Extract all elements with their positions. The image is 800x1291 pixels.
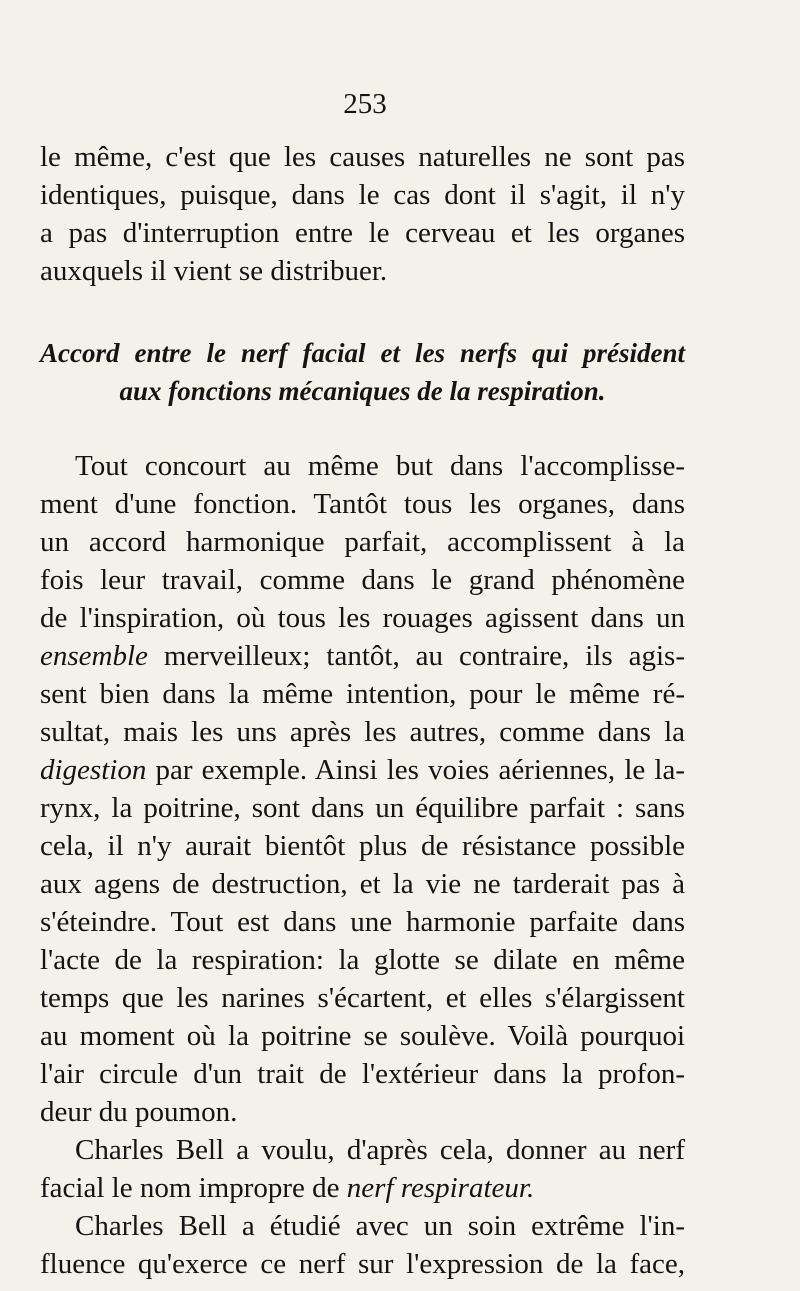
line-text: a pas d'interruption entre le cerveau et les organes [40, 217, 685, 249]
line-text: Charles Bell a voulu, d'après cela, donner au nerf [75, 1134, 685, 1166]
text-line [40, 865, 685, 903]
text-line [40, 751, 685, 789]
italic-term: nerf respirateur. [346, 1172, 535, 1204]
line-text: rynx, la poitrine, sont dans un équilibre parfait : sans [40, 792, 685, 824]
text-line [40, 561, 685, 599]
line-text: facial le nom impropre de [40, 1172, 340, 1204]
section-heading-line [40, 372, 685, 410]
text-line [40, 599, 685, 637]
line-text: fluence qu'exerce ce nerf sur l'expression de la face, [40, 1248, 685, 1280]
italic-term: ensemble [40, 640, 148, 672]
text-line [75, 1131, 685, 1169]
text-line [40, 827, 685, 865]
text-line [40, 941, 685, 979]
line-text: ment d'une fonction. Tantôt tous les organes, dans [40, 488, 685, 520]
line-text: l'air circule d'un trait de l'extérieur dans la profon- [40, 1058, 685, 1090]
text-line [40, 903, 685, 941]
text-line [40, 675, 685, 713]
text-line [40, 637, 685, 675]
heading-text: Accord entre le nerf facial et les nerfs qui président [40, 338, 685, 368]
line-text: temps que les narines s'écartent, et elles s'élargissent [40, 982, 685, 1014]
line-text: deur du poumon. [40, 1096, 238, 1128]
text-line [40, 979, 685, 1017]
text-line [40, 1245, 685, 1283]
line-text: le même, c'est que les causes naturelles ne sont pas [40, 141, 685, 173]
line-text: Tout concourt au même but dans l'accomplisse- [75, 450, 685, 482]
line-text: au moment où la poitrine se soulève. Voilà pourquoi [40, 1020, 685, 1052]
section-heading-line [40, 334, 685, 372]
line-text: par exemple. Ainsi les voies aériennes, le la- [155, 754, 685, 786]
text-line [40, 789, 685, 827]
text-line [40, 1055, 685, 1093]
text-line [40, 214, 685, 252]
text-line [75, 447, 685, 485]
text-line [40, 138, 685, 176]
line-text: un accord harmonique parfait, accomplissent à la [40, 526, 685, 558]
line-text: auxquels il vient se distribuer. [40, 255, 388, 287]
line-text: de l'inspiration, où tous les rouages agissent dans un [40, 602, 685, 634]
line-text: sultat, mais les uns après les autres, comme dans la [40, 716, 685, 748]
text-line [40, 252, 685, 290]
line-text: identiques, puisque, dans le cas dont il s'agit, il n'y [40, 179, 685, 211]
line-text: s'éteindre. Tout est dans une harmonie parfaite dans [40, 906, 685, 938]
text-line [75, 1207, 685, 1245]
line-text: aux agens de destruction, et la vie ne tarderait pas à [40, 868, 685, 900]
text-line [40, 713, 685, 751]
line-text: sent bien dans la même intention, pour le même ré- [40, 678, 685, 710]
line-text: fois leur travail, comme dans le grand phénomène [40, 564, 685, 596]
text-line [40, 1017, 685, 1055]
text-line [40, 523, 685, 561]
line-text: cela, il n'y aurait bientôt plus de résistance possible [40, 830, 685, 862]
line-text: merveilleux; tantôt, au contraire, ils agis- [163, 640, 685, 672]
text-line [40, 1169, 685, 1207]
line-text: l'acte de la respiration: la glotte se dilate en même [40, 944, 685, 976]
text-line [40, 1093, 685, 1131]
text-line [40, 176, 685, 214]
page-number: 253 [343, 88, 387, 120]
italic-term: digestion [40, 754, 147, 786]
heading-text: aux fonctions mécaniques de la respiration. [119, 376, 606, 406]
text-line [40, 485, 685, 523]
line-text: Charles Bell a étudié avec un soin extrême l'in- [75, 1210, 685, 1242]
